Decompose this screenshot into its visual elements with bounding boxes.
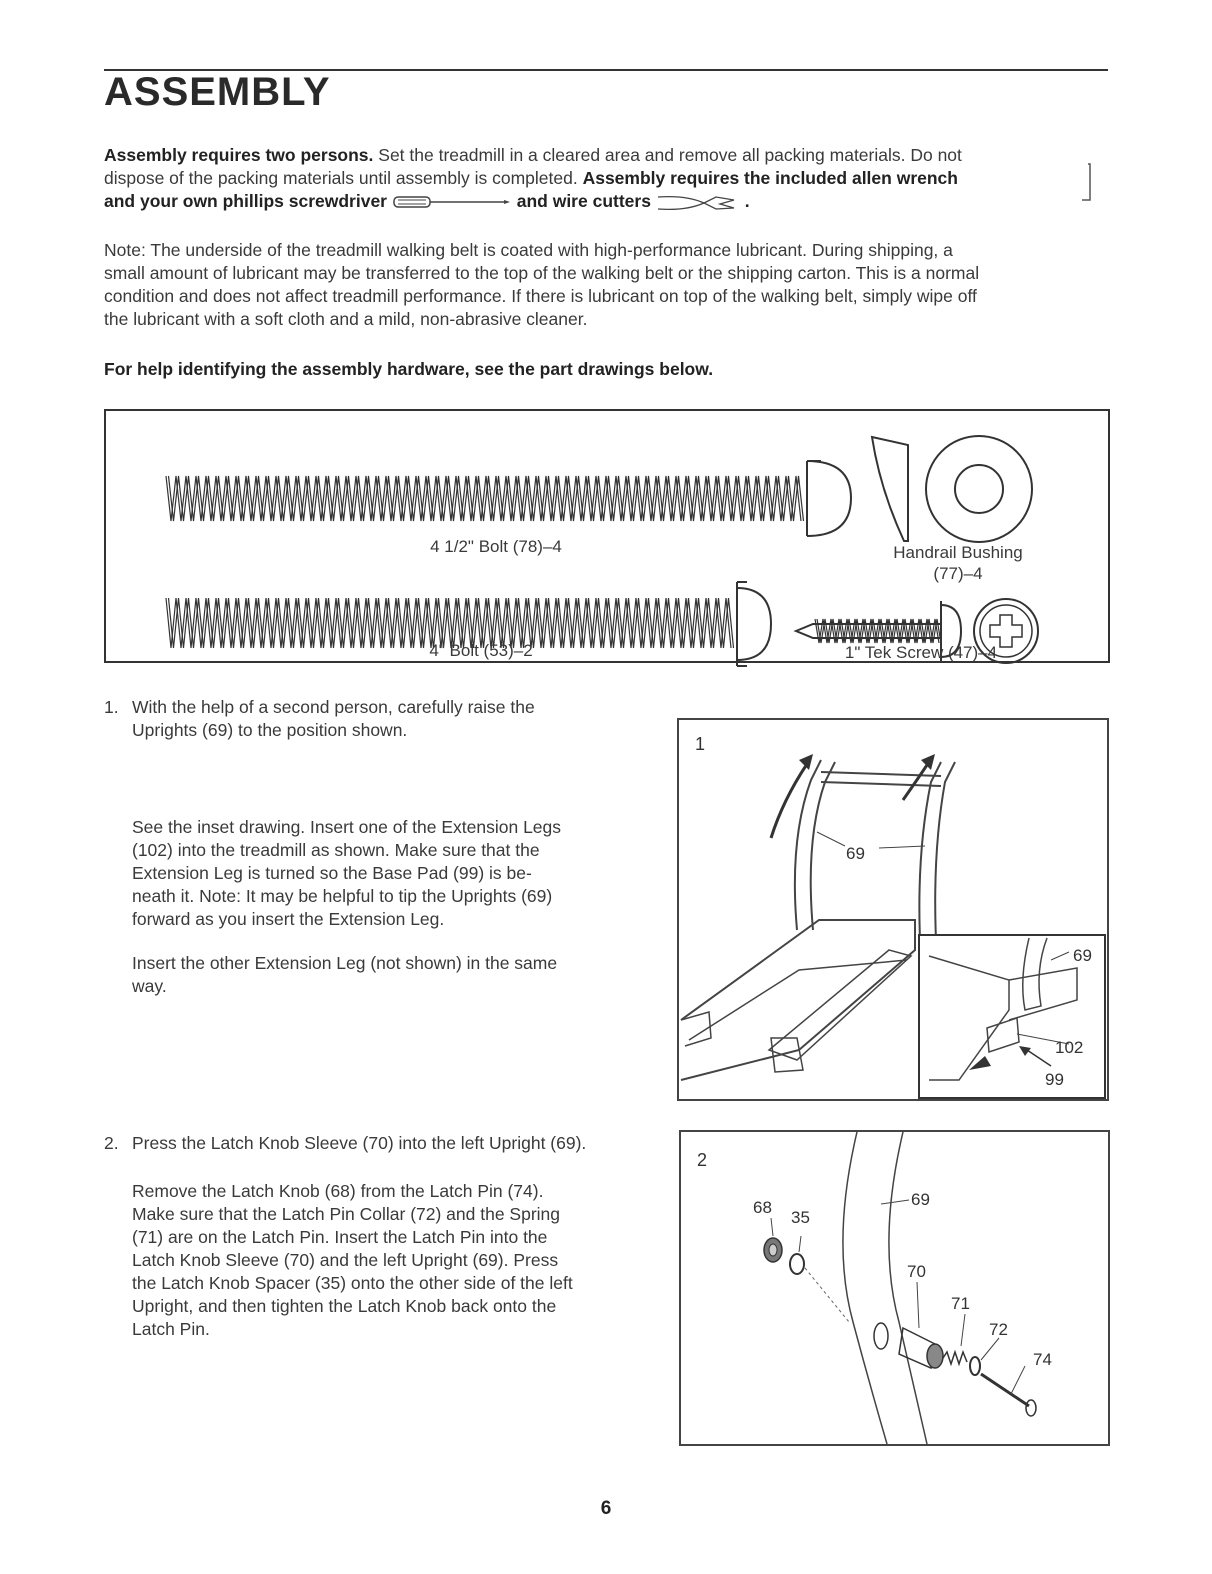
note-line-1: Note: The underside of the treadmill walking belt is coated with high-performance lubricant. During shipping, a	[104, 240, 953, 260]
intro-text-1: Set the treadmill in a cleared area and remove all packing materials. Do not	[373, 145, 962, 165]
figure-2-number: 2	[697, 1150, 708, 1170]
intro-text-2: dispose of the packing materials until assembly is completed.	[104, 168, 583, 188]
step-1-p2	[132, 816, 652, 931]
callout-69-a: 69	[846, 844, 865, 863]
note-line-3: condition and does not affect treadmill performance. If there is lubricant on top of the walking belt, simply wipe off	[104, 286, 977, 306]
bolt-53-drawing	[161, 576, 781, 676]
step-2-p2-line: Latch Pin.	[132, 1319, 210, 1339]
callout-99: 99	[1045, 1070, 1064, 1089]
intro-bold-4: and wire cutters	[516, 191, 651, 211]
step-2-p2-line: Latch Knob Sleeve (70) and the left Upright (69). Press	[132, 1250, 559, 1270]
step-1-p1-line: With the help of a second person, carefully raise the	[132, 697, 535, 717]
page-number: 6	[600, 1498, 612, 1519]
intro-line-2	[104, 167, 1104, 190]
step-1-p2-line: forward as you insert the Extension Leg.	[132, 909, 445, 929]
latch-knob-drawing	[681, 1132, 1108, 1444]
bolt-53-label: 4" Bolt (53)–2	[429, 641, 533, 660]
step-1-p1-line: Uprights (69) to the position shown.	[132, 720, 408, 740]
screwdriver-icon	[392, 194, 512, 210]
callout-71: 71	[951, 1294, 970, 1313]
step-2-p2-line: Remove the Latch Knob (68) from the Latch Pin (74).	[132, 1181, 544, 1201]
step-2-p1-line: Press the Latch Knob Sleeve (70) into the left Upright (69).	[132, 1133, 587, 1153]
wire-cutters-icon	[656, 191, 740, 213]
help-text: For help identifying the assembly hardware, see the part drawings below.	[104, 359, 714, 379]
figure-2	[679, 1130, 1110, 1446]
intro-line-3	[104, 190, 864, 213]
step-1-p2-line: neath it. Note: It may be helpful to tip the Uprights (69)	[132, 886, 553, 906]
handrail-bushing-label-2: (77)–4	[933, 564, 983, 583]
handrail-bushing-label-1: Handrail Bushing	[893, 543, 1023, 562]
step-1-p2-line: See the inset drawing. Insert one of the Extension Legs	[132, 817, 562, 837]
step-2-p1	[132, 1132, 672, 1155]
step-2-p2-line: the Latch Knob Spacer (35) onto the other side of the left	[132, 1273, 573, 1293]
handrail-bushing-drawing	[866, 429, 1046, 559]
parts-drawing-box	[104, 409, 1110, 663]
bolt-78-label: 4 1/2" Bolt (78)–4	[430, 537, 562, 556]
figure-1-number: 1	[695, 734, 706, 754]
step-1-number: 1.	[104, 697, 119, 717]
callout-102: 102	[1055, 1038, 1084, 1057]
step-2-p2-line: (71) are on the Latch Pin. Insert the Latch Pin into the	[132, 1227, 548, 1247]
callout-69: 69	[911, 1190, 930, 1209]
callout-70: 70	[907, 1262, 926, 1281]
page-title: ASSEMBLY	[104, 70, 331, 114]
step-1-p2-line: (102) into the treadmill as shown. Make sure that the	[132, 840, 540, 860]
intro-bold-1: Assembly requires two persons.	[104, 145, 374, 165]
step-1-p2-line: Extension Leg is turned so the Base Pad (99) is be-	[132, 863, 532, 883]
step-1-p1	[132, 696, 652, 742]
step-2-p2-line: Upright, and then tighten the Latch Knob back onto the	[132, 1296, 557, 1316]
step-1-p3-line: Insert the other Extension Leg (not shown) in the same	[132, 953, 558, 973]
treadmill-uprights-drawing	[679, 720, 1107, 1099]
callout-69-b: 69	[1073, 946, 1092, 965]
intro-bold-2: Assembly requires the included allen wrench	[582, 168, 958, 188]
callout-72: 72	[989, 1320, 1008, 1339]
step-1-p3	[132, 952, 652, 998]
step-1-p3-line: way.	[132, 976, 167, 996]
step-2-p2-line: Make sure that the Latch Pin Collar (72) and the Spring	[132, 1204, 561, 1224]
note-line-2: small amount of lubricant may be transferred to the top of the walking belt or the shipping carton. This is a normal	[104, 263, 980, 283]
figure-1	[677, 718, 1109, 1101]
intro-bold-3: and your own phillips screwdriver	[104, 191, 387, 211]
callout-74: 74	[1033, 1350, 1052, 1369]
tek-screw-label: 1" Tek Screw (47)–4	[844, 643, 998, 662]
callout-68: 68	[753, 1198, 772, 1217]
intro-end: .	[744, 191, 750, 211]
step-2-p2	[132, 1180, 672, 1341]
callout-35: 35	[791, 1208, 810, 1227]
allen-wrench-icon	[1080, 160, 1096, 206]
intro-line-1	[104, 144, 1104, 167]
step-2-number: 2.	[104, 1133, 119, 1153]
note-line-4: the lubricant with a soft cloth and a mild, non-abrasive cleaner.	[104, 309, 588, 329]
